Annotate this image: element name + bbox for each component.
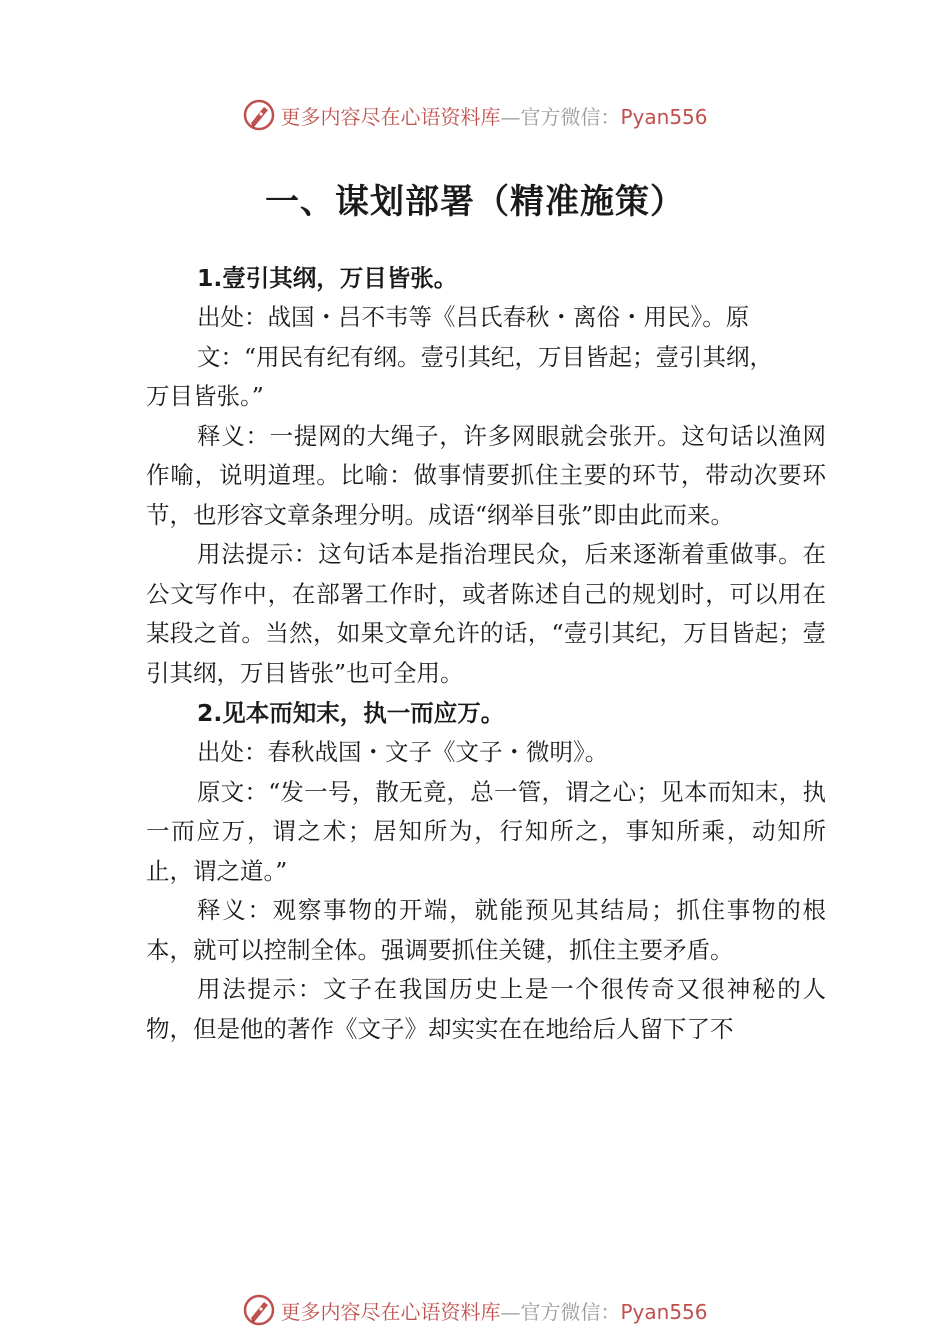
source-line-3: 万目皆张。” bbox=[146, 382, 264, 410]
page-title: 一、谋划部署（精准施策） bbox=[265, 182, 685, 222]
footer-banner bbox=[0, 1290, 950, 1330]
pen-logo-icon bbox=[242, 1293, 276, 1327]
section-heading-1: 1.壹引其纲，万目皆张。 bbox=[197, 264, 458, 292]
meaning-paragraph-2: 释义：观察事物的开端，就能预见其结局；抓住事物的根本，就可以控制全体。强调要抓住关键，抓住主要矛盾。 bbox=[146, 896, 826, 964]
original-paragraph-2: 原文：“发一号，散无竟，总一管，谓之心；见本而知末，执一而应万，谓之术；居知所为，行知所之，事知所乘，动知所止，谓之道。” bbox=[146, 777, 826, 885]
source-line-1: 出处：战国・吕不韦等《吕氏春秋・离俗・用民》。原 bbox=[197, 303, 750, 331]
usage-paragraph-2: 用法提示：文子在我国历史上是一个很传奇又很神秘的人物，但是他的著作《文子》却实实在在地给后人留下了不 bbox=[146, 975, 826, 1043]
pen-logo-icon bbox=[242, 98, 276, 132]
usage-paragraph-1: 用法提示：这句话本是指治理民众，后来逐渐着重做事。在公文写作中，在部署工作时，或者陈述自己的规划时，可以用在某段之首。当然，如果文章允许的话，“壹引其纪，万目皆起；壹引其纲，万目皆张”也可全用。 bbox=[146, 540, 826, 687]
meaning-paragraph-1: 释义：一提网的大绳子，许多网眼就会张开。这句话以渔网作喻，说明道理。比喻：做事情要抓住主要的环节，带动次要环节，也形容文章条理分明。成语“纲举目张”即由此而来。 bbox=[146, 421, 826, 529]
banner-text: 更多内容尽在心语资料库—官方微信：Pyan556 bbox=[280, 104, 708, 129]
document-body bbox=[146, 258, 826, 1049]
source-line-2: 文：“用民有纪有纲。壹引其纪，万目皆起；壹引其纲， bbox=[197, 342, 774, 371]
header-banner bbox=[0, 95, 950, 135]
source-paragraph-2: 出处：春秋战国・文子《文子・微明》。 bbox=[197, 738, 609, 766]
banner-text: 更多内容尽在心语资料库—官方微信：Pyan556 bbox=[280, 1299, 708, 1324]
section-heading-2: 2.见本而知末，执一而应万。 bbox=[197, 699, 505, 727]
